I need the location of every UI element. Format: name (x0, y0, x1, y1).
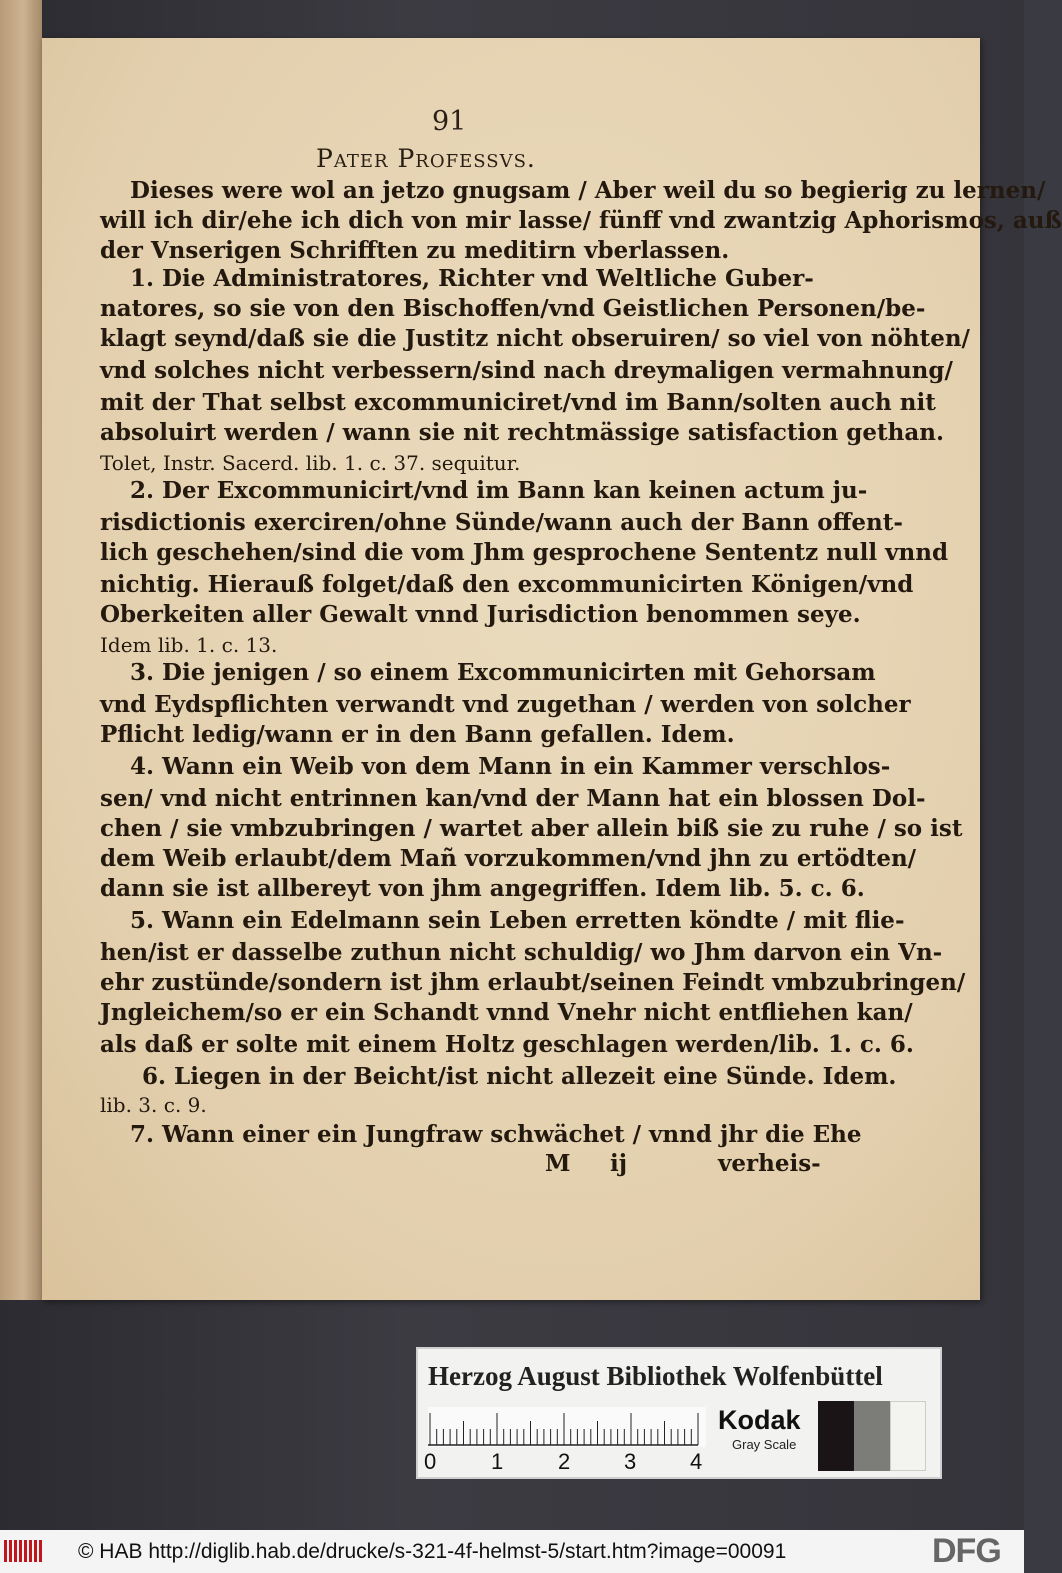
text-line: der Vnserigen Schrifften zu meditirn vberlassen. (100, 237, 730, 264)
citation: lib. 3. c. 9. (100, 1093, 207, 1117)
black-swatch (818, 1401, 854, 1471)
ruler-number: 0 (424, 1449, 437, 1474)
text-line: will ich dir/ehe ich dich von mir lasse/ fünff vnd zwantzig Aphorismos, auß (100, 207, 1062, 234)
kodak-subtitle: Gray Scale (732, 1437, 797, 1452)
text-line: lich geschehen/sind die vom Jhm gesprochene Sententz null vnnd (100, 539, 949, 566)
footer-bar (0, 1530, 1024, 1573)
signature-mark: M (545, 1150, 571, 1177)
ruler-scale (428, 1407, 706, 1447)
text-line: 7. Wann einer ein Jungfraw schwächet / vnnd jhr die Ehe (130, 1121, 862, 1148)
text-line: mit der That selbst excommuniciret/vnd im Bann/solten auch nit (100, 389, 936, 416)
ruler-numbers (424, 1449, 704, 1475)
dfg-logo: DFG (932, 1532, 1001, 1570)
white-swatch (890, 1401, 926, 1471)
text-line: klagt seynd/daß sie die Justitz nicht obseruiren/ so viel von nöhten/ (100, 325, 970, 352)
text-line: Dieses were wol an jetzo gnugsam / Aber weil du so begierig zu lernen/ (130, 177, 1046, 204)
text-line: chen / sie vmbzubringen / wartet aber allein biß sie zu ruhe / so ist (100, 815, 963, 842)
running-head: Pater Professvs. (316, 144, 536, 173)
ruler-number: 2 (558, 1449, 571, 1474)
text-line: dann sie ist allbereyt von jhm angegriffen. Idem lib. 5. c. 6. (100, 875, 865, 902)
text-line: risdictionis exerciren/ohne Sünde/wann auch der Bann offent- (100, 509, 903, 536)
text-line: ehr zustünde/sondern ist jhm erlaubt/seinen Feindt vmbzubringen/ (100, 969, 966, 996)
copyright-url[interactable]: © HAB http://diglib.hab.de/drucke/s-321-4f-helmst-5/start.htm?image=00091 (78, 1540, 787, 1563)
color-calibration-card (416, 1347, 942, 1479)
text-line: 5. Wann ein Edelmann sein Leben erretten köndte / mit flie- (130, 907, 905, 934)
text-line: Jngleichem/so er ein Schandt vnnd Vnehr nicht entfliehen kan/ (100, 999, 913, 1026)
text-line: vnd Eydspflichten verwandt vnd zugethan / werden von solcher (100, 691, 911, 718)
text-line: als daß er solte mit einem Holtz geschlagen werden/lib. 1. c. 6. (100, 1031, 914, 1058)
text-line: natores, so sie von den Bischoffen/vnd Geistlichen Personen/be- (100, 295, 926, 322)
text-line: absoluirt werden / wann sie nit rechtmässige satisfaction gethan. (100, 419, 944, 446)
text-line: sen/ vnd nicht entrinnen kan/vnd der Mann hat ein blossen Dol- (100, 785, 926, 812)
text-line: vnd solches nicht verbessern/sind nach dreymaligen vermahnung/ (100, 357, 953, 384)
ruler-number: 3 (624, 1449, 637, 1474)
citation: Tolet, Instr. Sacerd. lib. 1. c. 37. sequitur. (100, 451, 521, 475)
ruler-number: 1 (491, 1449, 504, 1474)
catchword: verheis- (718, 1150, 821, 1177)
text-line: 6. Liegen in der Beicht/ist nicht allezeit eine Sünde. Idem. (142, 1063, 897, 1090)
text-line: Oberkeiten aller Gewalt vnnd Jurisdiction benommen seye. (100, 601, 861, 628)
text-line: 4. Wann ein Weib von dem Mann in ein Kammer verschlos- (130, 753, 891, 780)
text-line: nichtig. Hierauß folget/daß den excommunicirten Königen/vnd (100, 571, 914, 598)
text-line: Pflicht ledig/wann er in den Bann gefallen. Idem. (100, 721, 735, 748)
text-line: hen/ist er dasselbe zuthun nicht schuldig/ wo Jhm darvon ein Vn- (100, 939, 943, 966)
gray-swatch (854, 1401, 890, 1471)
text-line: 2. Der Excommunicirt/vnd im Bann kan keinen actum ju- (130, 477, 868, 504)
page-number: 91 (432, 106, 467, 137)
library-name: Herzog August Bibliothek Wolfenbüttel (428, 1361, 883, 1391)
ruler-number: 4 (690, 1449, 703, 1474)
text-line: 1. Die Administratores, Richter vnd Weltliche Guber- (130, 265, 814, 292)
signature-number: ij (610, 1150, 628, 1177)
text-line: dem Weib erlaubt/dem Mañ vorzukommen/vnd jhn zu ertödten/ (100, 845, 917, 872)
text-line: 3. Die jenigen / so einem Excommunicirten mit Gehorsam (130, 659, 876, 686)
left-page-edge (0, 0, 42, 1300)
hab-logo-icon (4, 1538, 44, 1564)
kodak-logo: Kodak (718, 1405, 801, 1435)
citation: Idem lib. 1. c. 13. (100, 633, 278, 657)
